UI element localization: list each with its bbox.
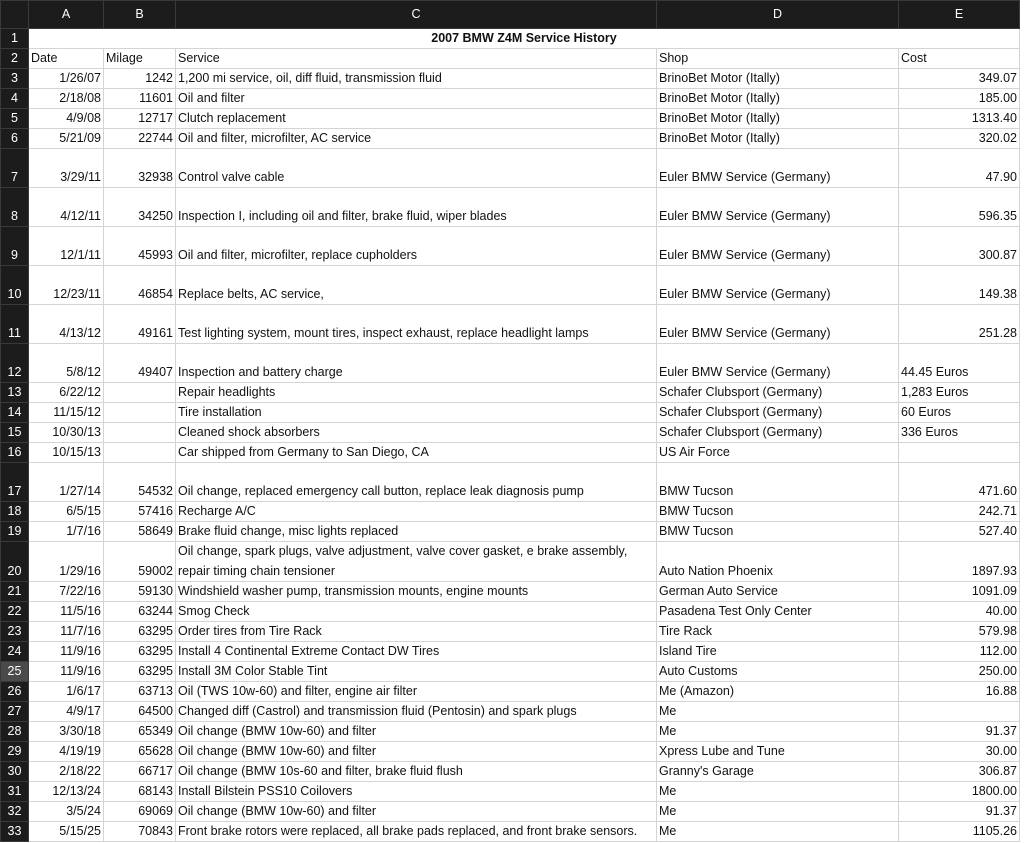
cell-date[interactable]: 2/18/22 <box>29 762 104 782</box>
row-header[interactable]: 33 <box>1 822 29 842</box>
header-milage[interactable]: Milage <box>104 49 176 69</box>
row-header[interactable]: 14 <box>1 403 29 423</box>
cell-milage[interactable]: 69069 <box>104 802 176 822</box>
cell-shop[interactable]: Euler BMW Service (Germany) <box>657 227 899 266</box>
cell-service[interactable]: Smog Check <box>176 602 657 622</box>
cell-cost[interactable] <box>899 702 1020 722</box>
cell-date[interactable]: 4/9/08 <box>29 109 104 129</box>
table-row <box>1 227 1020 266</box>
cell-date[interactable]: 1/27/14 <box>29 463 104 502</box>
cell-shop[interactable]: Me <box>657 702 899 722</box>
cell-milage[interactable]: 68143 <box>104 782 176 802</box>
row-header[interactable]: 22 <box>1 602 29 622</box>
column-header-c[interactable]: C <box>176 1 657 29</box>
row-header[interactable]: 24 <box>1 642 29 662</box>
cell-shop[interactable]: Pasadena Test Only Center <box>657 602 899 622</box>
table-row <box>1 305 1020 344</box>
row-header[interactable]: 16 <box>1 443 29 463</box>
cell-shop[interactable]: Schafer Clubsport (Germany) <box>657 423 899 443</box>
cell-shop[interactable]: Schafer Clubsport (Germany) <box>657 403 899 423</box>
row-header[interactable]: 13 <box>1 383 29 403</box>
cell-service[interactable]: Changed diff (Castrol) and transmission fluid (Pentosin) and spark plugs <box>176 702 657 722</box>
cell-service[interactable]: Inspection and battery charge <box>176 344 657 383</box>
cell-shop[interactable]: Xpress Lube and Tune <box>657 742 899 762</box>
cell-shop[interactable]: BMW Tucson <box>657 502 899 522</box>
table-row <box>1 89 1020 109</box>
cell-service[interactable]: Oil change (BMW 10w-60) and filter <box>176 742 657 762</box>
cell-shop[interactable]: BMW Tucson <box>657 463 899 502</box>
row-header[interactable]: 10 <box>1 266 29 305</box>
cell-date[interactable]: 3/5/24 <box>29 802 104 822</box>
cell-date[interactable]: 11/9/16 <box>29 662 104 682</box>
table-row <box>1 129 1020 149</box>
cell-service[interactable]: Tire installation <box>176 403 657 423</box>
cell-service[interactable]: Order tires from Tire Rack <box>176 622 657 642</box>
table-row <box>1 522 1020 542</box>
cell-shop[interactable]: US Air Force <box>657 443 899 463</box>
cell-cost[interactable]: 320.02 <box>899 129 1020 149</box>
cell-cost[interactable]: 336 Euros <box>899 423 1020 443</box>
cell-milage[interactable]: 59130 <box>104 582 176 602</box>
row-header[interactable]: 20 <box>1 542 29 582</box>
cell-milage[interactable]: 54532 <box>104 463 176 502</box>
cell-milage[interactable]: 34250 <box>104 188 176 227</box>
cell-cost[interactable]: 60 Euros <box>899 403 1020 423</box>
table-row <box>1 622 1020 642</box>
column-header-e[interactable]: E <box>899 1 1020 29</box>
cell-milage[interactable]: 57416 <box>104 502 176 522</box>
cell-cost[interactable]: 40.00 <box>899 602 1020 622</box>
cell-cost[interactable]: 527.40 <box>899 522 1020 542</box>
table-row <box>1 722 1020 742</box>
cell-service[interactable]: Oil and filter, microfilter, AC service <box>176 129 657 149</box>
cell-date[interactable]: 11/15/12 <box>29 403 104 423</box>
cell-date[interactable]: 11/7/16 <box>29 622 104 642</box>
table-row <box>1 463 1020 502</box>
cell-cost[interactable]: 44.45 Euros <box>899 344 1020 383</box>
cell-milage[interactable]: 63244 <box>104 602 176 622</box>
cell-service[interactable]: Inspection I, including oil and filter, brake fluid, wiper blades <box>176 188 657 227</box>
table-row <box>1 502 1020 522</box>
row-header[interactable]: 5 <box>1 109 29 129</box>
header-cost[interactable]: Cost <box>899 49 1020 69</box>
header-shop[interactable]: Shop <box>657 49 899 69</box>
row-header[interactable]: 8 <box>1 188 29 227</box>
table-row <box>1 762 1020 782</box>
cell-cost[interactable]: 91.37 <box>899 802 1020 822</box>
cell-cost[interactable]: 16.88 <box>899 682 1020 702</box>
cell-milage[interactable]: 11601 <box>104 89 176 109</box>
table-row <box>1 423 1020 443</box>
sheet-title[interactable]: 2007 BMW Z4M Service History <box>29 29 1020 49</box>
table-row <box>1 383 1020 403</box>
cell-milage[interactable]: 49161 <box>104 305 176 344</box>
table-row <box>1 662 1020 682</box>
cell-service[interactable]: Recharge A/C <box>176 502 657 522</box>
cell-cost[interactable]: 91.37 <box>899 722 1020 742</box>
cell-cost[interactable]: 1800.00 <box>899 782 1020 802</box>
row-header[interactable]: 18 <box>1 502 29 522</box>
cell-cost[interactable]: 306.87 <box>899 762 1020 782</box>
row-header[interactable]: 6 <box>1 129 29 149</box>
header-service[interactable]: Service <box>176 49 657 69</box>
cell-shop[interactable]: Tire Rack <box>657 622 899 642</box>
cell-service[interactable]: Oil change, replaced emergency call button, replace leak diagnosis pump <box>176 463 657 502</box>
cell-cost[interactable] <box>899 443 1020 463</box>
row-header[interactable]: 29 <box>1 742 29 762</box>
select-all-corner[interactable] <box>1 1 29 29</box>
cell-date[interactable]: 1/7/16 <box>29 522 104 542</box>
table-row <box>1 702 1020 722</box>
table-row <box>1 266 1020 305</box>
column-header-d[interactable]: D <box>657 1 899 29</box>
cell-date[interactable]: 2/18/08 <box>29 89 104 109</box>
cell-shop[interactable]: Euler BMW Service (Germany) <box>657 305 899 344</box>
cell-shop[interactable]: Auto Customs <box>657 662 899 682</box>
cell-milage[interactable]: 46854 <box>104 266 176 305</box>
cell-date[interactable]: 4/9/17 <box>29 702 104 722</box>
cell-date[interactable]: 12/23/11 <box>29 266 104 305</box>
cell-date[interactable]: 12/1/11 <box>29 227 104 266</box>
cell-cost[interactable]: 242.71 <box>899 502 1020 522</box>
row-header[interactable]: 15 <box>1 423 29 443</box>
row-header[interactable]: 3 <box>1 69 29 89</box>
row-header[interactable]: 25 <box>1 662 29 682</box>
cell-date[interactable]: 5/8/12 <box>29 344 104 383</box>
row-header[interactable]: 7 <box>1 149 29 188</box>
table-row <box>1 682 1020 702</box>
cell-service[interactable]: Clutch replacement <box>176 109 657 129</box>
cell-milage[interactable] <box>104 423 176 443</box>
cell-service[interactable]: 1,200 mi service, oil, diff fluid, transmission fluid <box>176 69 657 89</box>
cell-cost[interactable]: 112.00 <box>899 642 1020 662</box>
row-header[interactable]: 9 <box>1 227 29 266</box>
cell-date[interactable]: 1/6/17 <box>29 682 104 702</box>
row-header[interactable]: 12 <box>1 344 29 383</box>
table-row <box>1 582 1020 602</box>
cell-date[interactable]: 11/9/16 <box>29 642 104 662</box>
cell-shop[interactable]: Auto Nation Phoenix <box>657 542 899 582</box>
cell-cost[interactable]: 596.35 <box>899 188 1020 227</box>
table-row <box>1 188 1020 227</box>
cell-service[interactable]: Control valve cable <box>176 149 657 188</box>
cell-date[interactable]: 3/29/11 <box>29 149 104 188</box>
cell-shop[interactable]: BrinoBet Motor (Itally) <box>657 69 899 89</box>
cell-shop[interactable]: BrinoBet Motor (Itally) <box>657 109 899 129</box>
cell-milage[interactable]: 1242 <box>104 69 176 89</box>
cell-service[interactable]: Repair headlights <box>176 383 657 403</box>
cell-cost[interactable]: 1,283 Euros <box>899 383 1020 403</box>
cell-milage[interactable]: 12717 <box>104 109 176 129</box>
cell-milage[interactable]: 63295 <box>104 642 176 662</box>
cell-service[interactable]: Oil and filter, microfilter, replace cupholders <box>176 227 657 266</box>
row-header[interactable]: 30 <box>1 762 29 782</box>
row-header[interactable]: 11 <box>1 305 29 344</box>
cell-service[interactable]: Install 3M Color Stable Tint <box>176 662 657 682</box>
cell-milage[interactable] <box>104 403 176 423</box>
cell-service[interactable]: Test lighting system, mount tires, inspect exhaust, replace headlight lamps <box>176 305 657 344</box>
column-header-b[interactable]: B <box>104 1 176 29</box>
table-row <box>1 109 1020 129</box>
cell-milage[interactable]: 65349 <box>104 722 176 742</box>
cell-shop[interactable]: Me <box>657 722 899 742</box>
cell-shop[interactable]: Granny's Garage <box>657 762 899 782</box>
cell-service[interactable]: Replace belts, AC service, <box>176 266 657 305</box>
column-header-a[interactable]: A <box>29 1 104 29</box>
row-header[interactable]: 4 <box>1 89 29 109</box>
cell-date[interactable]: 1/26/07 <box>29 69 104 89</box>
cell-shop[interactable]: BMW Tucson <box>657 522 899 542</box>
row-header[interactable]: 1 <box>1 29 29 49</box>
cell-cost[interactable]: 1105.26 <box>899 822 1020 842</box>
cell-shop[interactable]: Me (Amazon) <box>657 682 899 702</box>
cell-service[interactable]: Oil change (BMW 10w-60) and filter <box>176 802 657 822</box>
cell-milage[interactable]: 66717 <box>104 762 176 782</box>
cell-shop[interactable]: Euler BMW Service (Germany) <box>657 344 899 383</box>
row-header[interactable]: 21 <box>1 582 29 602</box>
cell-service[interactable]: Oil (TWS 10w-60) and filter, engine air filter <box>176 682 657 702</box>
cell-shop[interactable]: Euler BMW Service (Germany) <box>657 149 899 188</box>
table-row <box>1 344 1020 383</box>
table-row <box>1 602 1020 622</box>
cell-date[interactable]: 6/22/12 <box>29 383 104 403</box>
cell-milage[interactable]: 65628 <box>104 742 176 762</box>
cell-shop[interactable]: BrinoBet Motor (Itally) <box>657 129 899 149</box>
cell-service[interactable]: Oil change (BMW 10w-60) and filter <box>176 722 657 742</box>
cell-milage[interactable]: 22744 <box>104 129 176 149</box>
cell-date[interactable]: 4/13/12 <box>29 305 104 344</box>
cell-service[interactable]: Brake fluid change, misc lights replaced <box>176 522 657 542</box>
cell-milage[interactable]: 63295 <box>104 622 176 642</box>
cell-milage[interactable] <box>104 443 176 463</box>
cell-date[interactable]: 4/12/11 <box>29 188 104 227</box>
cell-date[interactable]: 10/15/13 <box>29 443 104 463</box>
row-header[interactable]: 28 <box>1 722 29 742</box>
cell-cost[interactable]: 471.60 <box>899 463 1020 502</box>
table-row <box>1 403 1020 423</box>
row-header[interactable]: 2 <box>1 49 29 69</box>
cell-service[interactable]: Install 4 Continental Extreme Contact DW Tires <box>176 642 657 662</box>
row-header[interactable]: 19 <box>1 522 29 542</box>
cell-milage[interactable]: 32938 <box>104 149 176 188</box>
header-date[interactable]: Date <box>29 49 104 69</box>
cell-shop[interactable]: Me <box>657 782 899 802</box>
cell-shop[interactable]: Schafer Clubsport (Germany) <box>657 383 899 403</box>
cell-milage[interactable]: 70843 <box>104 822 176 842</box>
cell-service[interactable]: Oil and filter <box>176 89 657 109</box>
cell-cost[interactable]: 300.87 <box>899 227 1020 266</box>
cell-shop[interactable]: BrinoBet Motor (Itally) <box>657 89 899 109</box>
table-row <box>1 542 1020 582</box>
cell-cost[interactable]: 1897.93 <box>899 542 1020 582</box>
cell-service[interactable]: Windshield washer pump, transmission mounts, engine mounts <box>176 582 657 602</box>
cell-service[interactable]: Front brake rotors were replaced, all brake pads replaced, and front brake sensors. <box>176 822 657 842</box>
cell-milage[interactable]: 59002 <box>104 542 176 582</box>
cell-cost[interactable]: 579.98 <box>899 622 1020 642</box>
cell-milage[interactable]: 64500 <box>104 702 176 722</box>
cell-date[interactable]: 5/21/09 <box>29 129 104 149</box>
table-row <box>1 642 1020 662</box>
row-header[interactable]: 26 <box>1 682 29 702</box>
cell-date[interactable]: 1/29/16 <box>29 542 104 582</box>
table-row <box>1 802 1020 822</box>
cell-date[interactable]: 6/5/15 <box>29 502 104 522</box>
cell-service[interactable]: Oil change (BMW 10s-60 and filter, brake fluid flush <box>176 762 657 782</box>
cell-cost[interactable]: 250.00 <box>899 662 1020 682</box>
row-header[interactable]: 27 <box>1 702 29 722</box>
cell-shop[interactable]: German Auto Service <box>657 582 899 602</box>
row-header[interactable]: 23 <box>1 622 29 642</box>
cell-cost[interactable]: 149.38 <box>899 266 1020 305</box>
cell-cost[interactable]: 185.00 <box>899 89 1020 109</box>
cell-shop[interactable]: Me <box>657 822 899 842</box>
cell-shop[interactable]: Island Tire <box>657 642 899 662</box>
cell-milage[interactable]: 58649 <box>104 522 176 542</box>
row-header[interactable]: 31 <box>1 782 29 802</box>
table-row <box>1 782 1020 802</box>
cell-date[interactable]: 10/30/13 <box>29 423 104 443</box>
cell-date[interactable]: 7/22/16 <box>29 582 104 602</box>
cell-shop[interactable]: Euler BMW Service (Germany) <box>657 266 899 305</box>
cell-shop[interactable]: Euler BMW Service (Germany) <box>657 188 899 227</box>
table-row <box>1 149 1020 188</box>
cell-cost[interactable]: 251.28 <box>899 305 1020 344</box>
table-row <box>1 742 1020 762</box>
cell-cost[interactable]: 47.90 <box>899 149 1020 188</box>
table-row <box>1 69 1020 89</box>
cell-date[interactable]: 3/30/18 <box>29 722 104 742</box>
cell-milage[interactable]: 63713 <box>104 682 176 702</box>
cell-service[interactable]: Install Bilstein PSS10 Coilovers <box>176 782 657 802</box>
cell-shop[interactable]: Me <box>657 802 899 822</box>
cell-milage[interactable] <box>104 383 176 403</box>
cell-milage[interactable]: 63295 <box>104 662 176 682</box>
table-row <box>1 822 1020 842</box>
cell-service[interactable]: Car shipped from Germany to San Diego, CA <box>176 443 657 463</box>
cell-date[interactable]: 4/19/19 <box>29 742 104 762</box>
cell-date[interactable]: 12/13/24 <box>29 782 104 802</box>
table-row <box>1 443 1020 463</box>
cell-cost[interactable]: 1313.40 <box>899 109 1020 129</box>
cell-cost[interactable]: 30.00 <box>899 742 1020 762</box>
cell-milage[interactable]: 45993 <box>104 227 176 266</box>
cell-cost[interactable]: 349.07 <box>899 69 1020 89</box>
cell-service[interactable]: Cleaned shock absorbers <box>176 423 657 443</box>
cell-date[interactable]: 11/5/16 <box>29 602 104 622</box>
cell-date[interactable]: 5/15/25 <box>29 822 104 842</box>
cell-milage[interactable]: 49407 <box>104 344 176 383</box>
cell-service[interactable]: Oil change, spark plugs, valve adjustment, valve cover gasket, e brake assembly, repair timing chain tensioner <box>176 542 657 582</box>
cell-cost[interactable]: 1091.09 <box>899 582 1020 602</box>
row-header[interactable]: 32 <box>1 802 29 822</box>
row-header[interactable]: 17 <box>1 463 29 502</box>
